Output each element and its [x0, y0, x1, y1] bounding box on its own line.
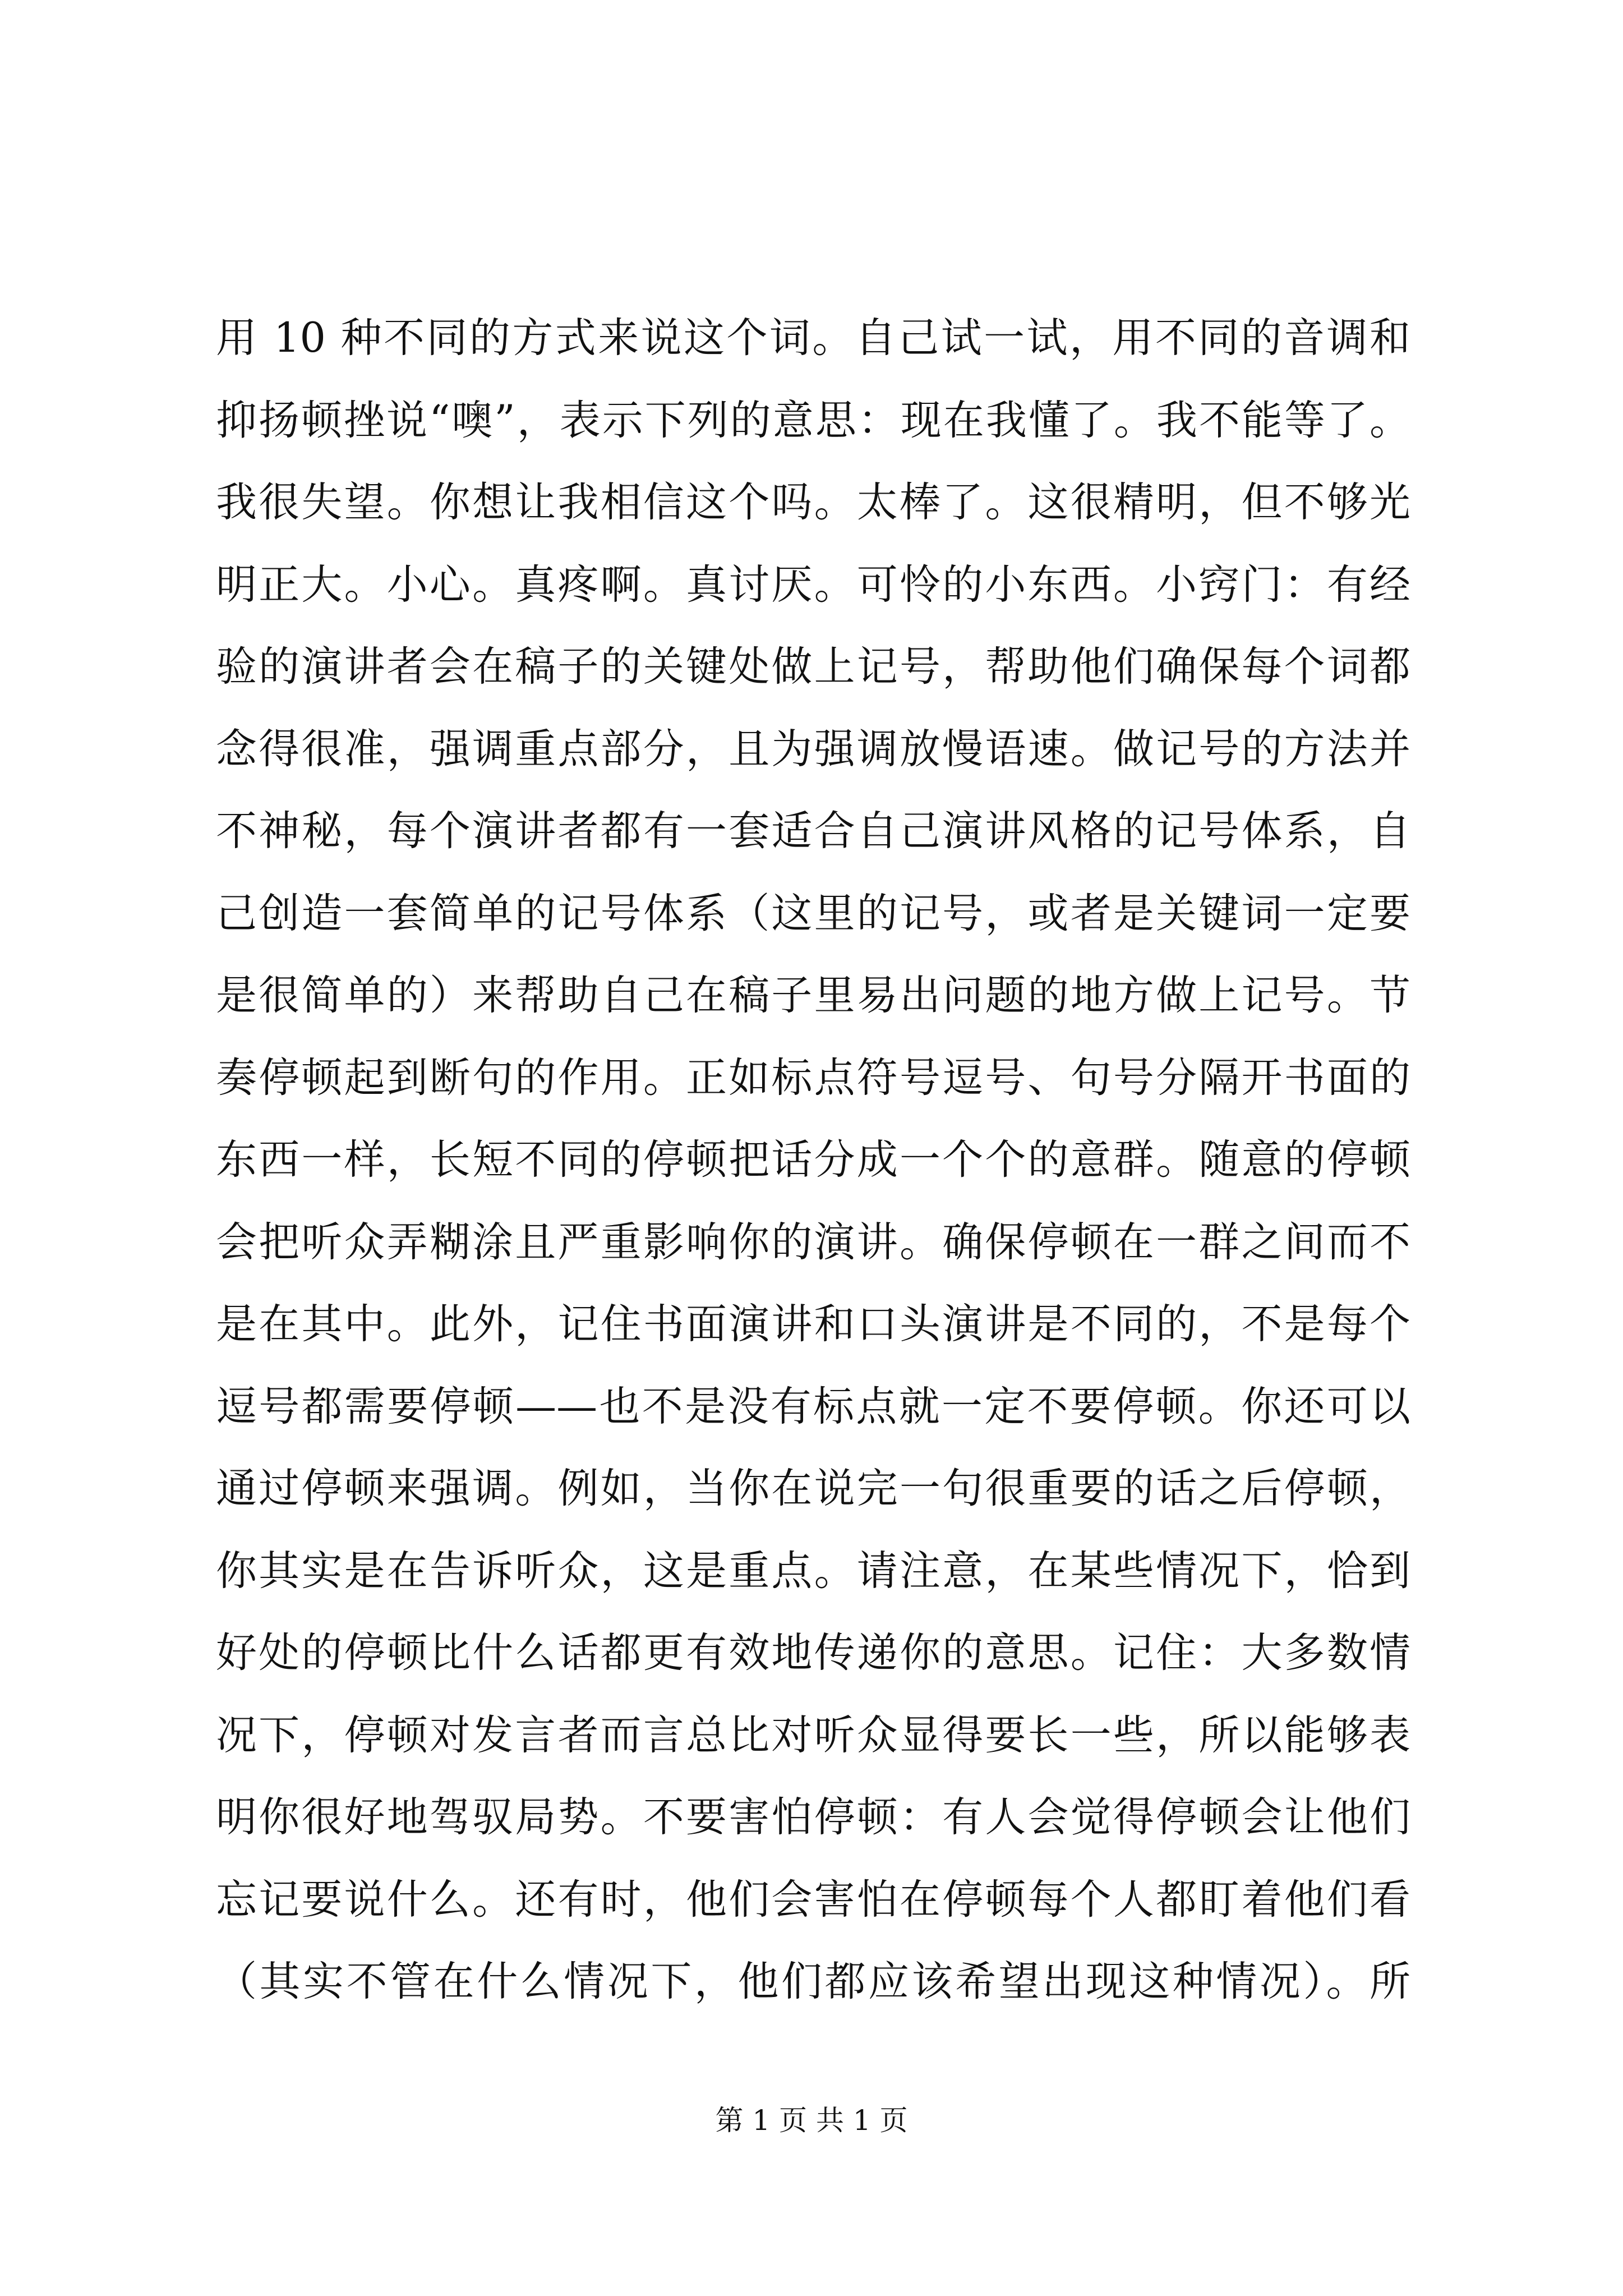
text-line: （其实不管在什么情况下，他们都应该希望出现这种情况）。所 — [216, 1958, 1410, 2005]
page-footer — [0, 2098, 1623, 2138]
text-line: 会把听众弄糊涂且严重影响你的演讲。确保停顿在一群之间而不 — [216, 1218, 1410, 1266]
text-line: 你其实是在告诉听众，这是重点。请注意，在某些情况下，恰到 — [216, 1547, 1410, 1595]
text-line: 是很简单的）来帮助自己在稿子里易出问题的地方做上记号。节 — [216, 972, 1410, 1019]
text-line: 明正大。小心。真疼啊。真讨厌。可怜的小东西。小窍门：有经 — [216, 560, 1410, 609]
text-line: 不神秘，每个演讲者都有一套适合自己演讲风格的记号体系，自 — [216, 807, 1410, 855]
text-line: 我很失望。你想让我相信这个吗。太棒了。这很精明，但不够光 — [216, 478, 1410, 526]
text-line: 念得很准，强调重点部分，且为强调放慢语速。做记号的方法并 — [216, 725, 1410, 773]
text-line: 用 10 种不同的方式来说这个词。自己试一试，用不同的音调和 — [216, 314, 1410, 362]
text-line: 验的演讲者会在稿子的关键处做上记号，帮助他们确保每个词都 — [216, 643, 1410, 691]
text-line: 好处的停顿比什么话都更有效地传递你的意思。记住：大多数情 — [216, 1629, 1410, 1677]
body-text — [216, 297, 1410, 2023]
text-line: 是在其中。此外，记住书面演讲和口头演讲是不同的，不是每个 — [216, 1300, 1410, 1348]
text-line: 己创造一套简单的记号体系（这里的记号，或者是关键词一定要 — [216, 889, 1410, 937]
text-line: 东西一样，长短不同的停顿把话分成一个个的意群。随意的停顿 — [216, 1136, 1410, 1184]
text-line: 况下，停顿对发言者而言总比对听众显得要长一些，所以能够表 — [216, 1711, 1410, 1759]
text-line: 忘记要说什么。还有时，他们会害怕在停顿每个人都盯着他们看 — [216, 1875, 1410, 1924]
text-line: 抑扬顿挫说“噢”，表示下列的意思：现在我懂了。我不能等了。 — [216, 396, 1410, 444]
text-line: 明你很好地驾驭局势。不要害怕停顿：有人会觉得停顿会让他们 — [216, 1793, 1410, 1841]
text-line: 通过停顿来强调。例如，当你在说完一句很重要的话之后停顿， — [216, 1465, 1410, 1512]
text-line: 逗号都需要停顿——也不是没有标点就一定不要停顿。你还可以 — [216, 1382, 1410, 1430]
page-number-label: 第 1 页 共 1 页 — [715, 2104, 908, 2137]
text-line: 奏停顿起到断句的作用。正如标点符号逗号、句号分隔开书面的 — [216, 1053, 1410, 1102]
